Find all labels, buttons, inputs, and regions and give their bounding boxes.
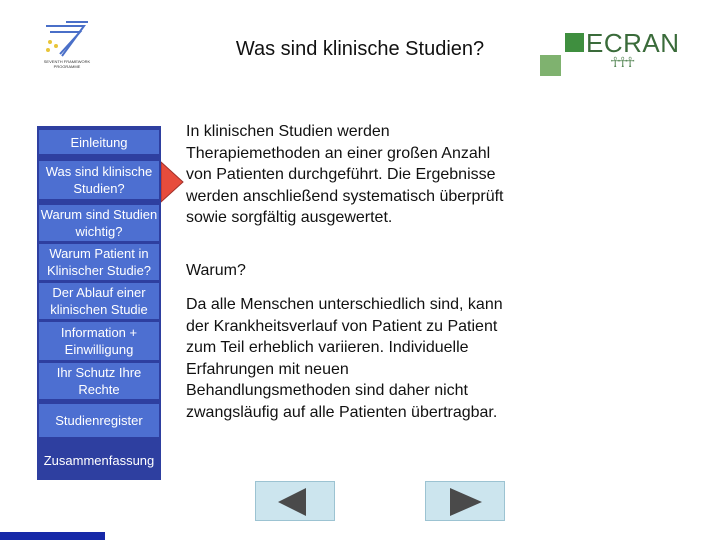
nav-item-studienregister[interactable] [39, 404, 159, 437]
nav-item-warum-patient[interactable] [39, 244, 159, 280]
nav-item-ablauf[interactable] [39, 283, 159, 319]
logo-square-light [540, 55, 561, 76]
nav-item-label: Ihr Schutz Ihre Rechte [56, 365, 142, 397]
fp7-caption: SEVENTH FRAMEWORK PROGRAMME [43, 59, 91, 69]
nav-item-einleitung[interactable] [39, 130, 159, 154]
nav-item-warum-sind-studien-wichtig[interactable] [39, 205, 159, 241]
nav-item-zusammenfassung[interactable] [39, 444, 159, 476]
nav-item-schutz-rechte[interactable] [39, 363, 159, 399]
sidebar-nav [37, 126, 161, 480]
triangle-left-icon [256, 482, 336, 522]
nav-item-label: Der Ablauf einer klinischen Studie [50, 285, 148, 317]
paragraph-explanation: Da alle Menschen unterschiedlich sind, kann der Krankheitsverlauf von Patient zu Patient zum Teil erheblich variieren. Individuelle Erfahrungen mit neuen Behandlungsmethoden sind daher nicht zwangsläufig auf alle Patienten übertragbar. [186, 296, 503, 421]
nav-item-label: Einleitung [70, 134, 128, 150]
nav-item-label: Zusammenfassung [43, 452, 155, 468]
nav-item-label: Warum Patient in Klinischer Studie? [46, 246, 152, 278]
nav-item-label: Information + Einwilligung [60, 325, 138, 357]
nav-item-information-einwilligung[interactable] [39, 322, 159, 360]
triangle-right-icon [426, 482, 506, 522]
ecran-wordmark: ECRAN [586, 28, 680, 58]
nav-item-was-sind-klinische-studien[interactable] [39, 161, 159, 199]
active-indicator-arrow-icon [161, 160, 187, 204]
bottom-accent-bar [0, 532, 105, 540]
paragraph-definition: In klinischen Studien werden Therapiemethoden an einer großen Anzahl von Patienten durchgeführt. Die Ergebnisse werden anschließend systematisch überprüft sowie sorgfältig ausgewertet. [186, 123, 504, 226]
logo-square-dark [565, 33, 584, 52]
nav-item-label: Warum sind Studien wichtig? [40, 207, 158, 239]
paragraph-question: Warum? [186, 262, 246, 279]
nav-item-label: Studienregister [55, 413, 143, 428]
next-button[interactable] [425, 481, 505, 521]
main-text [186, 121, 506, 229]
previous-button[interactable] [255, 481, 335, 521]
page-title: Was sind klinische Studien? [235, 38, 485, 60]
ecran-logo [540, 28, 680, 80]
people-figures-icon: ☥☥☥ [610, 54, 633, 70]
nav-item-label: Was sind klinische Studien? [45, 164, 153, 196]
